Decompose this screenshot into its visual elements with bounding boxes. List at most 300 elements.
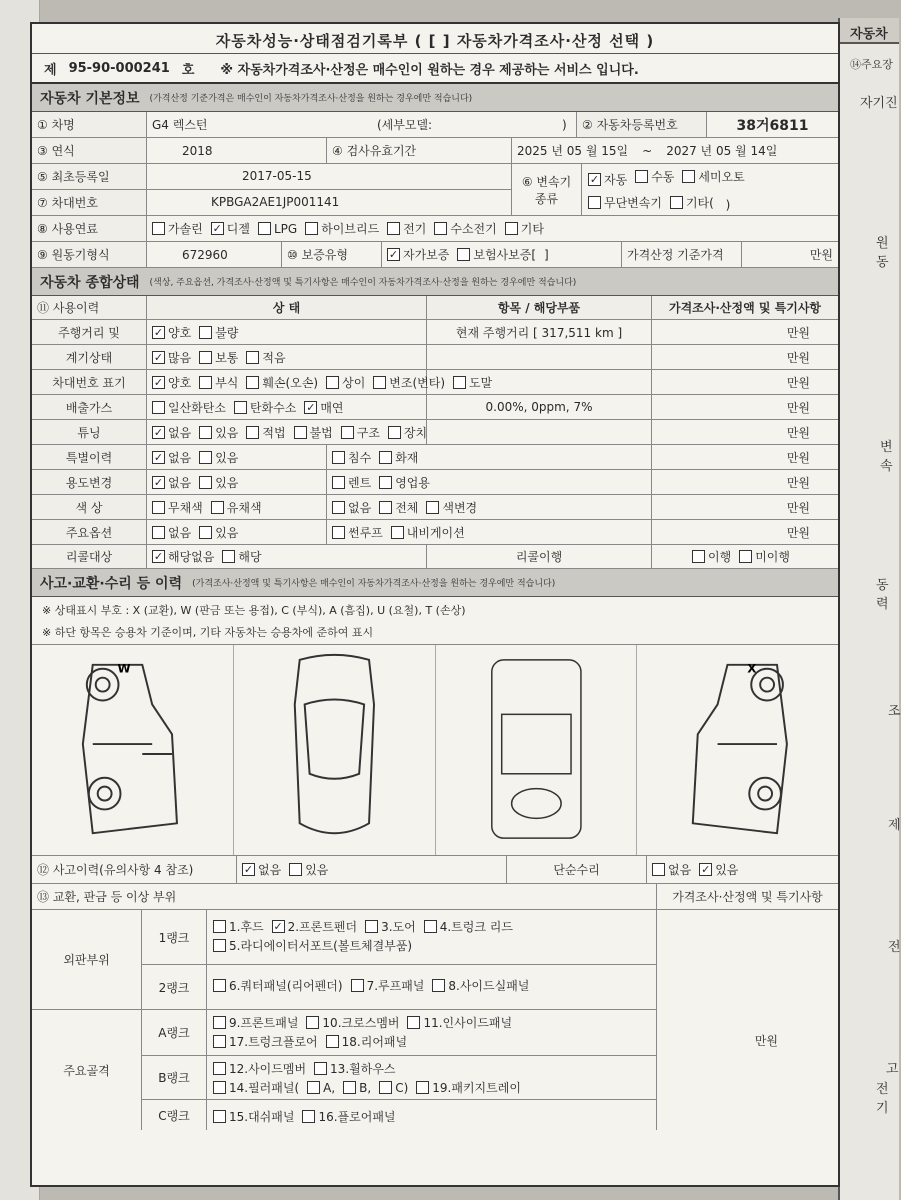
checked-box-icon[interactable]: ✓ (153, 425, 164, 439)
checkbox-icon[interactable] (365, 920, 378, 933)
section-title: 자동차 종합상태 (40, 274, 140, 291)
checkbox-option[interactable] (457, 246, 536, 263)
side-label: 원동 (876, 236, 889, 270)
checkbox-icon[interactable] (314, 1062, 327, 1075)
row-item (427, 420, 652, 444)
checkbox-icon[interactable] (246, 426, 259, 439)
detail-model-label: (세부모델: (377, 118, 433, 132)
section-accident (32, 569, 838, 597)
checkbox-option[interactable] (152, 548, 214, 565)
checkbox-option[interactable] (199, 374, 238, 391)
option-label: 화재 (395, 450, 419, 465)
checkbox-option[interactable] (351, 977, 425, 994)
checkbox-option[interactable] (152, 474, 191, 491)
checkbox-icon[interactable] (152, 501, 165, 514)
checkbox-option[interactable] (234, 399, 296, 416)
frame-label: 주요골격 (32, 1010, 142, 1130)
checkbox-option[interactable] (152, 499, 203, 516)
checkbox-icon[interactable] (505, 222, 518, 235)
checkbox-option[interactable] (213, 977, 343, 994)
checkbox-option[interactable] (434, 220, 496, 237)
checkbox-option[interactable] (199, 474, 238, 491)
simple-repair-label: 단순수리 (507, 856, 647, 883)
option-label: 없음 (168, 475, 192, 490)
checkbox-option[interactable] (152, 449, 191, 466)
checkbox-option[interactable] (199, 349, 238, 366)
option-label: 보험사보증[ (473, 248, 537, 262)
rank1-label: 1랭크 (142, 910, 207, 964)
option-label: 디젤 (226, 222, 250, 236)
checkbox-option[interactable] (306, 1014, 399, 1031)
inspect-to: 2027 년 05 월 14일 (666, 144, 778, 158)
row-price-unit: 만원 (786, 450, 810, 465)
row-model (32, 112, 838, 138)
overall-row (32, 320, 838, 345)
option-label: 무단변속기 (604, 195, 662, 210)
checked-box-icon[interactable]: ✓ (589, 172, 600, 186)
exchange-price-unit: 만원 (754, 1033, 778, 1048)
row-price-unit: 만원 (786, 375, 810, 390)
checkbox-icon[interactable] (199, 451, 212, 464)
inspect-tilde: ~ (642, 143, 653, 158)
overall-row (32, 345, 838, 370)
rankA-label: A랭크 (142, 1010, 207, 1055)
outer-label: 외판부위 (32, 910, 142, 1009)
option-label: 도말 (469, 375, 493, 390)
checkbox-option[interactable] (343, 1081, 371, 1095)
checkbox-icon[interactable] (332, 476, 345, 489)
checkbox-option[interactable] (332, 524, 383, 541)
checked-box-icon[interactable]: ✓ (243, 863, 254, 876)
option-label: A, (323, 1080, 336, 1095)
checkbox-icon[interactable] (457, 248, 470, 261)
checkbox-option[interactable] (739, 548, 790, 565)
option-label: 16.플로어패널 (318, 1110, 396, 1124)
checkbox-icon[interactable] (152, 526, 165, 539)
section-title: 자동차 기본정보 (40, 90, 140, 107)
checkbox-icon[interactable] (213, 1110, 226, 1123)
checkbox-icon[interactable] (199, 326, 212, 339)
model-label: ① 차명 (32, 112, 147, 137)
checkbox-icon[interactable] (351, 979, 364, 992)
checkbox-icon[interactable] (234, 401, 247, 414)
checked-box-icon[interactable]: ✓ (388, 248, 399, 261)
checkbox-option[interactable] (222, 548, 261, 565)
checkbox-option[interactable] (365, 918, 416, 935)
checkbox-option[interactable] (326, 1033, 407, 1050)
option-label: 19.패키지트레이 (432, 1081, 521, 1095)
checkbox-icon[interactable] (670, 196, 683, 209)
checkbox-icon[interactable] (222, 550, 235, 563)
detail-model-close: ) (562, 117, 567, 132)
checkbox-icon[interactable] (379, 476, 392, 489)
option-label: 9.프론트패널 (229, 1016, 299, 1030)
checkbox-option[interactable] (314, 1060, 395, 1077)
checkbox-option[interactable] (152, 399, 226, 416)
price-header: 가격조사·산정액 및 특기사항 (672, 890, 823, 904)
side-label: 고 (886, 1062, 899, 1077)
checkbox-icon[interactable] (289, 863, 302, 876)
legend-symbols: ※ 상태표시 부호 : X (교환), W (판금 또는 용접), C (부식), A (흠집), U (요철), T (손상) (42, 604, 466, 617)
checkbox-icon[interactable] (692, 550, 705, 563)
row-price-unit: 만원 (786, 500, 810, 515)
side-header: 자동차 (840, 18, 899, 44)
option-label: 있음 (215, 425, 239, 440)
checkbox-icon[interactable] (213, 979, 226, 992)
overall-row (32, 395, 838, 420)
option-label: 가솔린 (168, 222, 203, 236)
row-item (427, 370, 652, 394)
checkbox-option[interactable] (407, 1014, 512, 1031)
diagram-frame (436, 645, 638, 855)
model-cell (147, 112, 577, 137)
option-label: 세미오토 (698, 169, 745, 184)
checkbox-icon[interactable] (213, 1035, 226, 1048)
overall-row (32, 445, 838, 470)
checkbox-icon[interactable] (332, 451, 345, 464)
exchange-label: ⑬ 교환, 판금 등 이상 부위 (32, 884, 657, 909)
checkbox-icon[interactable] (199, 376, 212, 389)
checkbox-option[interactable] (588, 171, 627, 188)
row-label: 차대번호 표기 (32, 370, 147, 394)
no-value: 95-90-000241 (68, 60, 170, 76)
checkbox-option[interactable] (152, 374, 191, 391)
inspect-from: 2025 년 05 월 15일 (517, 144, 629, 158)
checkbox-icon[interactable] (391, 526, 404, 539)
side-label: 변속 (880, 440, 893, 474)
checked-box-icon[interactable]: ✓ (212, 222, 222, 235)
section-note: (가격산정 기준가격은 매수인이 자동차가격조사·산정을 원하는 경우에만 적습니다) (149, 94, 473, 104)
option-label: LPG (273, 221, 298, 236)
checkbox-icon[interactable] (294, 426, 307, 439)
checkbox-option[interactable] (213, 937, 412, 954)
option-label: 수소전기 (450, 222, 497, 236)
checkbox-icon[interactable] (379, 501, 392, 514)
option-label: 상이 (342, 375, 366, 390)
checkbox-icon[interactable] (326, 1035, 339, 1048)
option-label: 무채색 (168, 500, 203, 515)
checkbox-option[interactable] (199, 324, 238, 341)
checkbox-icon[interactable] (213, 939, 226, 952)
rank2-label: 2랭크 (142, 965, 207, 1009)
option-label: 침수 (348, 450, 372, 465)
checkbox-option[interactable] (242, 861, 281, 878)
checkbox-icon[interactable] (652, 863, 665, 876)
checkbox-icon[interactable] (388, 426, 401, 439)
option-label: 자가보증 (403, 248, 450, 262)
checkbox-option[interactable] (199, 449, 238, 466)
col-history: ⑪ 사용이력 (32, 296, 147, 319)
checked-box-icon[interactable]: ✓ (153, 450, 164, 464)
checkbox-option[interactable] (246, 424, 285, 441)
option-label: 변조(변타) (389, 375, 446, 390)
option-label: 기타( (685, 195, 714, 210)
row-label: 튜닝 (32, 420, 147, 444)
checkbox-option[interactable] (692, 548, 731, 565)
checkbox-icon[interactable] (426, 501, 439, 514)
checkbox-option[interactable] (152, 524, 191, 541)
option-label: 미이행 (755, 550, 790, 564)
vin-value: KPBGA2AE1JP001141 (211, 195, 340, 210)
checkbox-icon[interactable] (246, 351, 259, 364)
checkbox-icon[interactable] (199, 526, 212, 539)
side-label: 전기 (876, 1082, 889, 1116)
checkbox-option[interactable] (426, 499, 477, 516)
checkbox-option[interactable] (152, 324, 191, 341)
option-label: 불법 (309, 425, 333, 440)
option-label: 6.쿼터패널(리어펜더) (229, 979, 343, 993)
option-label: 있음 (215, 525, 239, 540)
checkbox-option[interactable] (505, 220, 544, 237)
row-item (427, 345, 652, 369)
option-label: 많음 (168, 350, 192, 365)
checked-box-icon[interactable]: ✓ (153, 475, 164, 489)
side-label: 조 (888, 704, 901, 719)
option-label: 수동 (651, 169, 675, 184)
car-diagrams (32, 644, 838, 856)
checkbox-option[interactable] (213, 1079, 299, 1096)
checked-box-icon[interactable]: ✓ (153, 375, 164, 389)
option-label: 5.라디에이터서포트(볼트체결부품) (229, 939, 413, 953)
exchange-table (32, 910, 838, 1130)
checkbox-icon[interactable] (635, 170, 648, 183)
checkbox-icon[interactable] (343, 1081, 356, 1094)
checkbox-option[interactable] (682, 168, 744, 185)
checkbox-option[interactable] (432, 977, 529, 994)
checkbox-option[interactable] (379, 1081, 408, 1095)
checkbox-option[interactable] (326, 374, 365, 391)
option-label: 있음 (715, 863, 739, 877)
mark-x: X (747, 661, 757, 676)
row-label: 용도변경 (32, 470, 147, 494)
checkbox-icon[interactable] (305, 222, 318, 235)
checkbox-icon[interactable] (307, 1081, 320, 1094)
option-label: 있음 (215, 450, 239, 465)
option-label: 없음 (168, 525, 192, 540)
checkbox-option[interactable] (379, 449, 418, 466)
checkbox-icon[interactable] (213, 920, 226, 933)
row-price-unit: 만원 (786, 475, 810, 490)
checkbox-option[interactable] (635, 168, 674, 185)
option-label: 영업용 (395, 475, 430, 490)
checkbox-icon[interactable] (407, 1016, 420, 1029)
checkbox-icon[interactable] (199, 476, 212, 489)
overall-row (32, 470, 838, 495)
left-side-car-svg (32, 645, 233, 855)
option-label: 구조 (356, 425, 380, 440)
row-engine (32, 242, 838, 268)
recall-done-options (652, 545, 838, 568)
checkbox-icon[interactable] (739, 550, 752, 563)
option-label: 전체 (395, 500, 419, 515)
checkbox-option[interactable] (213, 1014, 298, 1031)
checkbox-icon[interactable] (306, 1016, 319, 1029)
row-first-reg-vin (32, 164, 838, 216)
checkbox-icon[interactable] (152, 401, 165, 414)
option-label: C) (395, 1080, 409, 1095)
option-label: 자동 (604, 172, 628, 187)
reg-no-label: ② 자동차등록번호 (577, 112, 707, 137)
no-label: 제 (44, 62, 57, 78)
checkbox-icon[interactable] (213, 1062, 226, 1075)
col-item: 항목 / 해당부품 (427, 296, 652, 319)
checkbox-option[interactable] (272, 918, 357, 935)
checkbox-option[interactable] (424, 918, 513, 935)
option-label: 불량 (215, 325, 239, 340)
row-price-unit: 만원 (786, 525, 810, 540)
option-label: 1.후드 (229, 920, 264, 934)
checkbox-option[interactable] (416, 1079, 521, 1096)
option-label: 장치 (403, 425, 428, 440)
checkbox-icon[interactable] (416, 1081, 429, 1094)
checkbox-icon[interactable] (152, 222, 165, 235)
row-price-unit: 만원 (786, 400, 810, 415)
checkbox-option[interactable] (387, 220, 426, 237)
checkbox-icon[interactable] (332, 501, 345, 514)
checkbox-option[interactable] (152, 424, 191, 441)
checkbox-option[interactable] (652, 861, 691, 878)
checkbox-option[interactable] (246, 349, 285, 366)
checkbox-option[interactable] (213, 918, 264, 935)
checkbox-option[interactable] (211, 220, 250, 237)
checkbox-icon[interactable] (432, 979, 445, 992)
warranty-options: ✓ 자가보증 보험사보증[ ] (382, 242, 622, 267)
checkbox-option[interactable] (307, 1081, 335, 1095)
checkbox-icon[interactable] (199, 426, 212, 439)
checkbox-option[interactable] (332, 499, 371, 516)
checkbox-icon[interactable] (213, 1081, 226, 1094)
checkbox-icon[interactable] (379, 1081, 392, 1094)
option-label: 매연 (320, 400, 344, 415)
year-label: ③ 연식 (32, 138, 147, 163)
option-label: 12.사이드멤버 (229, 1062, 307, 1076)
row-accident-history (32, 856, 838, 884)
checkbox-option[interactable] (152, 349, 191, 366)
checkbox-option[interactable] (213, 1033, 318, 1050)
diagram-left-side (32, 645, 234, 855)
checkbox-icon[interactable] (588, 196, 601, 209)
checkbox-icon[interactable] (373, 376, 386, 389)
simple-repair-options (647, 856, 838, 883)
checkbox-option[interactable] (379, 499, 418, 516)
checkbox-option[interactable] (588, 194, 662, 211)
checkbox-icon[interactable] (246, 376, 259, 389)
diagram-right-side (637, 645, 838, 855)
checkbox-option[interactable] (670, 194, 714, 211)
option-label: 탄화수소 (249, 400, 297, 415)
first-reg-value: 2017-05-15 (242, 169, 312, 184)
fuel-label: ⑧ 사용연료 (32, 216, 147, 241)
checkbox-icon[interactable] (326, 376, 339, 389)
checkbox-option[interactable] (152, 220, 203, 237)
option-label: 해당없음 (168, 550, 215, 564)
checkbox-option[interactable] (302, 1108, 395, 1125)
checkbox-option[interactable] (391, 524, 465, 541)
option-label: 기타 (520, 222, 544, 236)
checkbox-option[interactable] (699, 861, 738, 878)
form-number-row (32, 54, 838, 84)
checked-box-icon[interactable]: ✓ (273, 920, 283, 933)
checkbox-icon[interactable] (213, 1016, 226, 1029)
side-label: 동력 (876, 578, 889, 612)
option-label: 썬루프 (348, 525, 383, 540)
checkbox-option[interactable] (304, 399, 343, 416)
first-reg-label: ⑤ 최초등록일 (32, 164, 147, 189)
checkbox-option[interactable] (294, 424, 333, 441)
checkbox-option[interactable] (213, 1060, 306, 1077)
checkbox-option[interactable] (305, 220, 379, 237)
checkbox-icon[interactable] (379, 451, 392, 464)
checkbox-icon[interactable] (199, 351, 212, 364)
checkbox-option[interactable] (388, 424, 427, 441)
checkbox-option[interactable] (213, 1108, 294, 1125)
overall-row (32, 495, 838, 520)
recall-options (147, 545, 427, 568)
checkbox-icon[interactable] (332, 526, 345, 539)
option-label: 보통 (215, 350, 239, 365)
col-price: 가격조사·산정액 및 특기사항 (652, 296, 838, 319)
checkbox-icon[interactable] (387, 222, 400, 235)
checkbox-option[interactable] (211, 499, 262, 516)
checkbox-icon[interactable] (211, 501, 224, 514)
checkbox-option[interactable] (289, 861, 328, 878)
checkbox-icon[interactable] (424, 920, 437, 933)
checked-box-icon[interactable]: ✓ (153, 325, 164, 339)
option-label: 하이브리드 (321, 222, 380, 236)
checked-box-icon[interactable]: ✓ (701, 863, 711, 876)
checked-box-icon[interactable]: ✓ (306, 400, 316, 414)
checkbox-option[interactable] (341, 424, 380, 441)
checkbox-icon[interactable] (302, 1110, 315, 1123)
checkbox-icon[interactable] (682, 170, 695, 183)
service-note: ※ 자동차가격조사·산정은 매수인이 원하는 경우 제공하는 서비스 입니다. (220, 62, 639, 78)
section-basic-info (32, 84, 838, 112)
recall-label: 리콜대상 (32, 545, 147, 568)
checkbox-option[interactable] (379, 474, 430, 491)
option-label: 유채색 (226, 500, 262, 515)
checkbox-icon[interactable] (258, 222, 271, 235)
option-label: 18.리어패널 (341, 1035, 408, 1049)
checkbox-option[interactable] (199, 424, 238, 441)
row-year (32, 138, 838, 164)
option-label: 없음 (258, 863, 282, 877)
option-label: 훼손(오손) (262, 375, 319, 390)
checkbox-icon[interactable] (341, 426, 354, 439)
checked-box-icon[interactable]: ✓ (153, 550, 164, 563)
option-label: 없음 (168, 425, 192, 440)
checkbox-option[interactable] (199, 524, 238, 541)
section-note: (색상, 주요옵션, 가격조사·산정액 및 특기사항은 매수인이 자동차가격조사·산정을 원하는 경우에만 적습니다) (149, 278, 577, 288)
option-label: 15.대쉬패널 (229, 1110, 295, 1124)
checkbox-option[interactable] (258, 222, 297, 236)
adjacent-page (838, 18, 899, 1200)
option-label: 내비게이션 (406, 525, 465, 540)
row-fuel (32, 216, 838, 242)
section-overall-state (32, 268, 838, 296)
row-item: 0.00%, 0ppm, 7% (427, 395, 652, 419)
overall-rows (32, 320, 838, 545)
checkbox-icon[interactable] (434, 222, 447, 235)
option-label: 이행 (708, 550, 732, 564)
side-label: 자기진 (860, 96, 898, 111)
checkbox-option[interactable] (332, 449, 371, 466)
option-label: 14.필러패널( (229, 1081, 300, 1095)
checkbox-option[interactable] (246, 374, 318, 391)
checked-box-icon[interactable]: ✓ (153, 350, 164, 364)
rankC-label: C랭크 (142, 1100, 207, 1130)
checkbox-option[interactable] (387, 246, 449, 263)
checkbox-option[interactable] (332, 474, 371, 491)
